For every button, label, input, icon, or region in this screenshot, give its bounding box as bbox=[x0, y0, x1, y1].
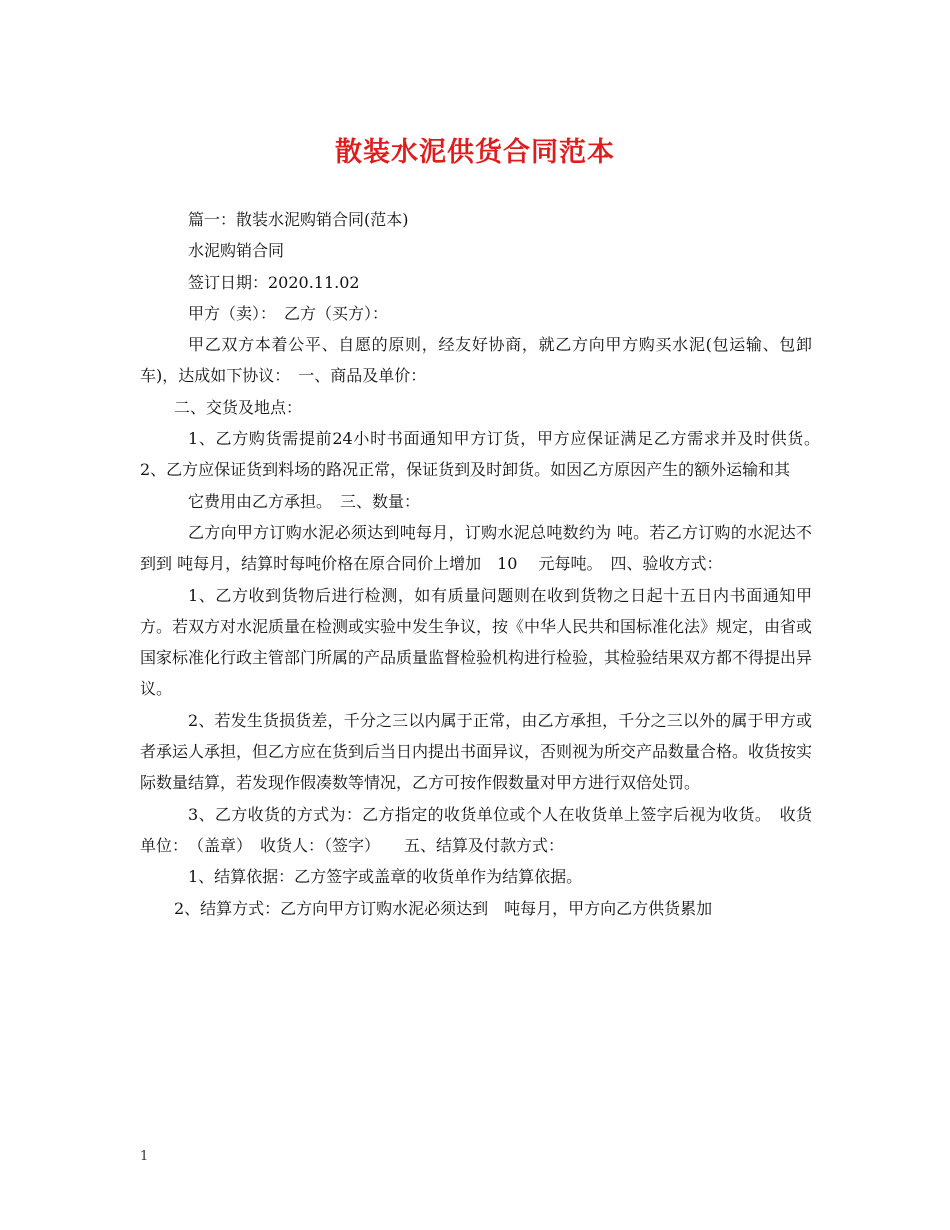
paragraph-inspection-2: 2、若发生货损货差，千分之三以内属于正常，由乙方承担，千分之三以外的属于甲方或者承运人承担，但乙方应在货到后当日内提出书面异议，否则视为所交产品数量合格。收货按实际数量结算，若发现作假凑数等情况，乙方可按作假数量对甲方进行双倍处罚。 bbox=[140, 710, 813, 793]
paragraph-inspection-3: 3、乙方收货的方式为：乙方指定的收货单位或个人在收货单上签字后视为收货。 收货单位： （盖章） 收货人：（签字） 五、结算及付款方式： bbox=[140, 804, 812, 855]
paragraph-delivery-heading: 二、交货及地点： bbox=[174, 397, 303, 417]
document-title: 散装水泥供货合同范本 bbox=[335, 137, 615, 168]
paragraph-settlement-method: 2、结算方式：乙方向甲方订购水泥必须达到 吨每月，甲方向乙方供货累加 bbox=[174, 898, 713, 918]
paragraph-cost-quantity: 它费用由乙方承担。 三、数量： bbox=[188, 491, 421, 511]
paragraph-delivery-terms: 1、乙方购货需提前24小时书面通知甲方订货，甲方应保证满足乙方需求并及时供货。 2、乙方应保证货到料场的路况正常，保证货到及时卸货。如因乙方原因产生的额外运输和其 bbox=[140, 429, 829, 480]
paragraph-sign-date: 签订日期：2020.11.02 bbox=[188, 272, 360, 292]
document-body bbox=[140, 204, 829, 924]
page-number: 1 bbox=[140, 1149, 149, 1164]
paragraph-quantity-terms: 乙方向甲方订购水泥必须达到吨每月，订购水泥总吨数约为 吨。若乙方订购的水泥达不到到 吨每月，结算时每吨价格在原合同价上增加 10 元每吨。 四、验收方式： bbox=[140, 522, 812, 574]
paragraph-parties: 甲方（卖）： 乙方（买方）： bbox=[188, 303, 389, 323]
paragraph-section-heading: 篇一：散装水泥购销合同(范本) bbox=[188, 210, 409, 229]
paragraph-inspection-1: 1、乙方收到货物后进行检测，如有质量问题则在收到货物之日起十五日内书面通知甲方。若双方对水泥质量在检测或实验中发生争议，按《中华人民共和国标准化法》规定，由省或国家标准化行政主管部门所属的产品质量监督检验机构进行检验，其检验结果双方都不得提出异议。 bbox=[140, 585, 813, 699]
paragraph-contract-name: 水泥购销合同 bbox=[188, 241, 285, 261]
paragraph-settlement-basis: 1、结算依据：乙方签字或盖章的收货单作为结算依据。 bbox=[188, 867, 583, 887]
paragraph-intro: 甲乙双方本着公平、自愿的原则，经友好协商，就乙方向甲方购买水泥(包运输、包卸车)，达成如下协议： 一、商品及单价： bbox=[140, 335, 812, 386]
